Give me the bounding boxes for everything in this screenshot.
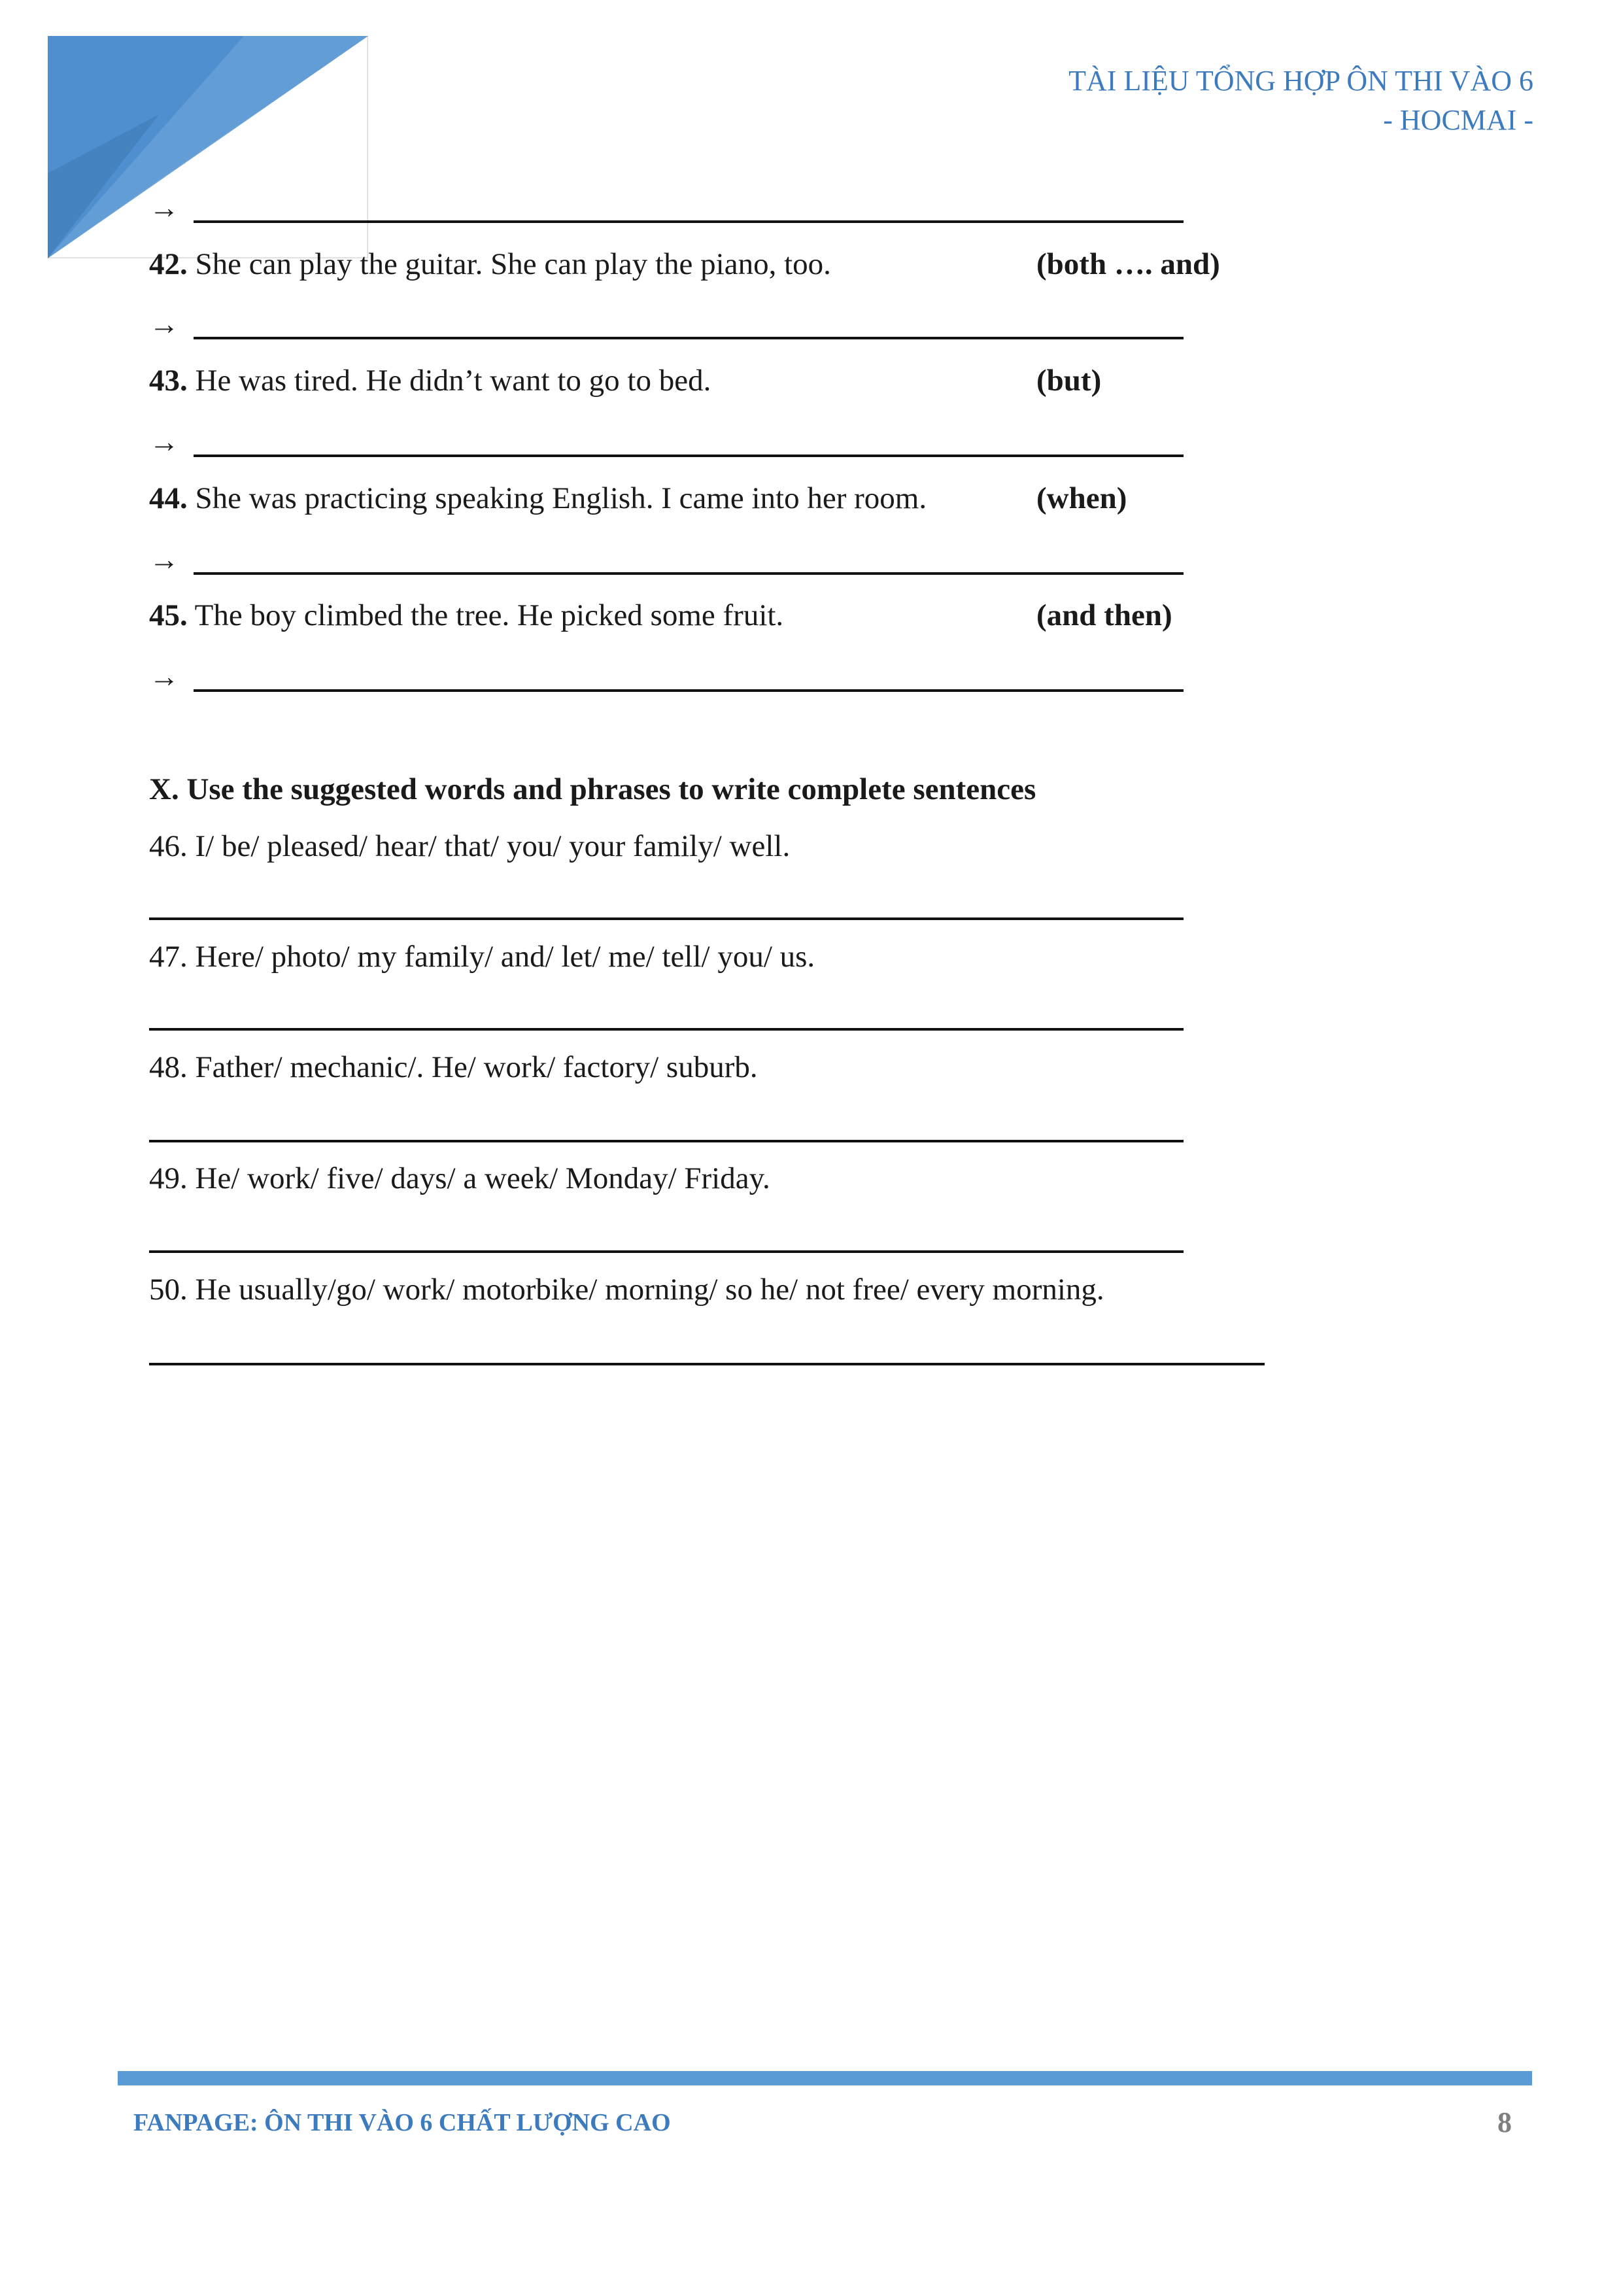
exercise-43 [149, 362, 711, 399]
arrow-icon: → [149, 425, 179, 458]
answer-line [149, 1250, 1184, 1253]
exercise-text: She can play the guitar. She can play the piano, too. [195, 247, 831, 281]
arrow-icon: → [149, 543, 179, 576]
answer-line [149, 917, 1184, 920]
section-title: X. Use the suggested words and phrases to write complete sentences [149, 772, 1036, 806]
page-number: 8 [1497, 2106, 1512, 2138]
corner-decoration [48, 36, 368, 258]
answer-line [194, 572, 1184, 575]
exercise-number: 45. [149, 598, 188, 632]
answer-line [194, 337, 1184, 339]
exercise-hint: (when) [1036, 481, 1127, 515]
sentence-prompt-50: 50. He usually/go/ work/ motorbike/ morning/ so he/ not free/ every morning. [149, 1273, 1104, 1307]
exercise-45 [149, 597, 783, 634]
footer-bar [118, 2071, 1532, 2085]
answer-line [194, 220, 1184, 223]
exercise-44 [149, 480, 927, 517]
answer-line [194, 454, 1184, 457]
sentence-prompt-46: 46. I/ be/ pleased/ hear/ that/ you/ your family/ well. [149, 829, 791, 863]
arrow-icon: → [149, 660, 179, 693]
footer-fanpage: FANPAGE: ÔN THI VÀO 6 CHẤT LƯỢNG CAO [133, 2109, 671, 2136]
arrow-icon: → [149, 307, 179, 341]
exercise-number: 44. [149, 481, 188, 515]
arrow-icon: → [149, 191, 179, 224]
header-title: TÀI LIỆU TỔNG HỢP ÔN THI VÀO 6 [1068, 65, 1533, 97]
exercise-42 [149, 246, 831, 283]
exercise-text: The boy climbed the tree. He picked some fruit. [194, 598, 784, 632]
sentence-prompt-49: 49. He/ work/ five/ days/ a week/ Monday/ Friday. [149, 1161, 770, 1195]
exercise-hint: (but) [1036, 364, 1102, 398]
answer-line [194, 689, 1184, 692]
exercise-number: 42. [149, 247, 188, 281]
answer-line [149, 1363, 1265, 1365]
answer-line [149, 1028, 1184, 1031]
exercise-text: He was tired. He didn’t want to go to bed. [195, 364, 711, 398]
exercise-hint: (and then) [1036, 598, 1172, 632]
sentence-prompt-47: 47. Here/ photo/ my family/ and/ let/ me/ tell/ you/ us. [149, 940, 815, 974]
exercise-hint: (both …. and) [1036, 247, 1220, 281]
exercise-text: She was practicing speaking English. I came into her room. [195, 481, 927, 515]
answer-line [149, 1140, 1184, 1142]
sentence-prompt-48: 48. Father/ mechanic/. He/ work/ factory/ suburb. [149, 1050, 758, 1084]
exercise-number: 43. [149, 364, 188, 398]
header-subtitle: - HOCMAI - [1383, 104, 1533, 136]
